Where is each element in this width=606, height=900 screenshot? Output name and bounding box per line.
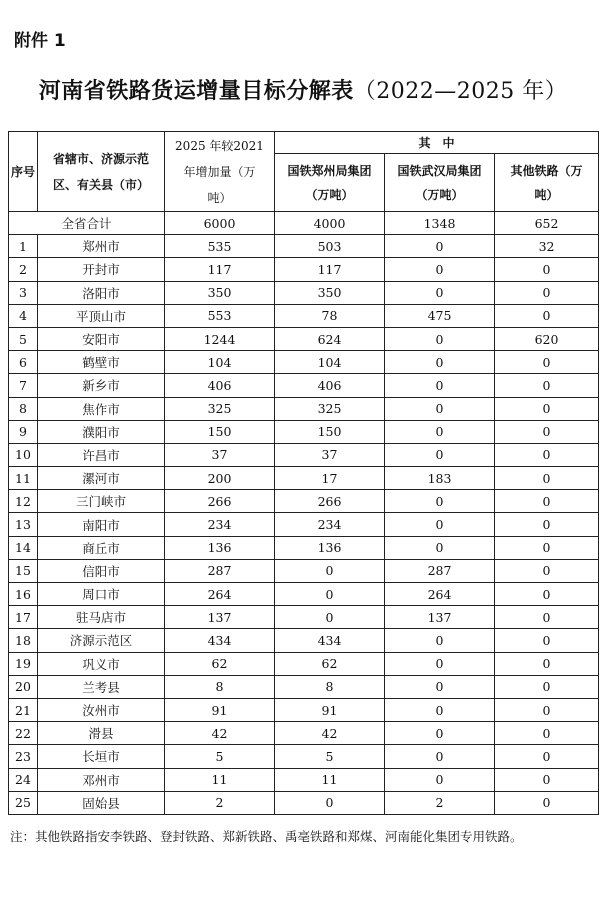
row-other: 0	[495, 536, 599, 559]
row-other: 0	[495, 559, 599, 582]
total-zhengzhou: 4000	[275, 212, 385, 235]
row-other: 0	[495, 722, 599, 745]
table-row	[9, 652, 599, 675]
row-increase: 434	[165, 629, 275, 652]
row-zhengzhou: 17	[275, 467, 385, 490]
row-zhengzhou: 104	[275, 351, 385, 374]
row-wuhan: 0	[385, 258, 495, 281]
row-zhengzhou: 136	[275, 536, 385, 559]
row-region: 汝州市	[38, 698, 165, 721]
row-other: 0	[495, 745, 599, 768]
row-increase: 535	[165, 235, 275, 258]
row-seq: 8	[9, 397, 38, 420]
row-wuhan: 264	[385, 583, 495, 606]
attachment-label: 附件 1	[14, 31, 66, 51]
row-seq: 22	[9, 722, 38, 745]
row-seq: 13	[9, 513, 38, 536]
row-wuhan: 0	[385, 490, 495, 513]
row-increase: 553	[165, 304, 275, 327]
row-other: 0	[495, 698, 599, 721]
row-region: 商丘市	[38, 536, 165, 559]
row-increase: 62	[165, 652, 275, 675]
row-zhengzhou: 11	[275, 768, 385, 791]
row-seq: 18	[9, 629, 38, 652]
row-wuhan: 0	[385, 745, 495, 768]
header-zhengzhou-group: 国铁郑州局集团（万吨）	[275, 154, 385, 212]
row-other: 0	[495, 374, 599, 397]
row-region: 濮阳市	[38, 420, 165, 443]
row-increase: 287	[165, 559, 275, 582]
row-wuhan: 0	[385, 768, 495, 791]
row-increase: 2	[165, 791, 275, 814]
row-wuhan: 137	[385, 606, 495, 629]
header-increase: 2025 年较2021 年增加量（万吨）	[165, 132, 275, 212]
row-zhengzhou: 78	[275, 304, 385, 327]
row-zhengzhou: 42	[275, 722, 385, 745]
row-increase: 406	[165, 374, 275, 397]
row-wuhan: 0	[385, 698, 495, 721]
row-seq: 12	[9, 490, 38, 513]
row-zhengzhou: 350	[275, 281, 385, 304]
table-row	[9, 698, 599, 721]
table-row	[9, 235, 599, 258]
table-row	[9, 258, 599, 281]
row-region: 南阳市	[38, 513, 165, 536]
table-header	[9, 132, 599, 212]
row-region: 兰考县	[38, 675, 165, 698]
row-other: 0	[495, 490, 599, 513]
page-title	[0, 74, 606, 105]
total-increase: 6000	[165, 212, 275, 235]
row-increase: 42	[165, 722, 275, 745]
table-row	[9, 490, 599, 513]
row-zhengzhou: 234	[275, 513, 385, 536]
row-seq: 3	[9, 281, 38, 304]
row-region: 焦作市	[38, 397, 165, 420]
row-seq: 5	[9, 327, 38, 350]
row-other: 0	[495, 467, 599, 490]
row-region: 信阳市	[38, 559, 165, 582]
row-region: 固始县	[38, 791, 165, 814]
header-region: 省辖市、济源示范区、有关县（市）	[38, 132, 165, 212]
title-years: （2022—2025 年）	[353, 79, 568, 104]
table-row	[9, 629, 599, 652]
footnote: 注：其他铁路指安李铁路、登封铁路、郑新铁路、禹亳铁路和郑煤、河南能化集团专用铁路。	[10, 829, 523, 844]
row-increase: 11	[165, 768, 275, 791]
table-row	[9, 583, 599, 606]
row-seq: 4	[9, 304, 38, 327]
row-increase: 264	[165, 583, 275, 606]
row-increase: 117	[165, 258, 275, 281]
row-zhengzhou: 0	[275, 606, 385, 629]
row-zhengzhou: 434	[275, 629, 385, 652]
row-region: 长垣市	[38, 745, 165, 768]
row-increase: 350	[165, 281, 275, 304]
row-seq: 16	[9, 583, 38, 606]
row-wuhan: 0	[385, 629, 495, 652]
row-wuhan: 0	[385, 351, 495, 374]
table-row	[9, 443, 599, 466]
title-text: 河南省铁路货运增量目标分解表	[38, 78, 354, 104]
row-region: 济源示范区	[38, 629, 165, 652]
total-label: 全省合计	[9, 212, 165, 235]
table-row	[9, 768, 599, 791]
row-seq: 17	[9, 606, 38, 629]
row-region: 平顶山市	[38, 304, 165, 327]
row-region: 周口市	[38, 583, 165, 606]
row-wuhan: 0	[385, 374, 495, 397]
row-region: 三门峡市	[38, 490, 165, 513]
row-seq: 25	[9, 791, 38, 814]
table-row	[9, 559, 599, 582]
row-seq: 24	[9, 768, 38, 791]
row-other: 0	[495, 583, 599, 606]
row-region: 洛阳市	[38, 281, 165, 304]
row-zhengzhou: 62	[275, 652, 385, 675]
freight-target-table	[8, 131, 599, 815]
row-zhengzhou: 0	[275, 583, 385, 606]
header-seq: 序号	[9, 132, 38, 212]
row-other: 0	[495, 443, 599, 466]
table-row	[9, 536, 599, 559]
row-region: 鹤壁市	[38, 351, 165, 374]
table-body	[9, 212, 599, 815]
table-row	[9, 675, 599, 698]
table-row	[9, 420, 599, 443]
row-other: 0	[495, 281, 599, 304]
row-zhengzhou: 5	[275, 745, 385, 768]
table-row	[9, 745, 599, 768]
row-seq: 20	[9, 675, 38, 698]
row-other: 0	[495, 606, 599, 629]
row-wuhan: 0	[385, 513, 495, 536]
row-wuhan: 0	[385, 327, 495, 350]
total-wuhan: 1348	[385, 212, 495, 235]
table-row	[9, 374, 599, 397]
table-row	[9, 327, 599, 350]
table-row	[9, 791, 599, 814]
row-region: 许昌市	[38, 443, 165, 466]
header-wuhan-group: 国铁武汉局集团（万吨）	[385, 154, 495, 212]
row-seq: 7	[9, 374, 38, 397]
row-other: 0	[495, 652, 599, 675]
row-zhengzhou: 0	[275, 791, 385, 814]
row-increase: 137	[165, 606, 275, 629]
row-wuhan: 0	[385, 420, 495, 443]
row-increase: 91	[165, 698, 275, 721]
row-increase: 150	[165, 420, 275, 443]
row-zhengzhou: 150	[275, 420, 385, 443]
row-wuhan: 0	[385, 675, 495, 698]
row-seq: 6	[9, 351, 38, 374]
row-wuhan: 0	[385, 722, 495, 745]
row-region: 驻马店市	[38, 606, 165, 629]
row-region: 郑州市	[38, 235, 165, 258]
row-seq: 14	[9, 536, 38, 559]
table-row	[9, 397, 599, 420]
table-row	[9, 281, 599, 304]
row-seq: 19	[9, 652, 38, 675]
row-increase: 1244	[165, 327, 275, 350]
table-row	[9, 606, 599, 629]
row-seq: 23	[9, 745, 38, 768]
row-wuhan: 0	[385, 652, 495, 675]
row-region: 漯河市	[38, 467, 165, 490]
row-increase: 266	[165, 490, 275, 513]
row-zhengzhou: 266	[275, 490, 385, 513]
row-region: 安阳市	[38, 327, 165, 350]
total-other: 652	[495, 212, 599, 235]
table-row	[9, 351, 599, 374]
row-increase: 8	[165, 675, 275, 698]
row-other: 0	[495, 397, 599, 420]
row-region: 滑县	[38, 722, 165, 745]
row-zhengzhou: 117	[275, 258, 385, 281]
row-zhengzhou: 91	[275, 698, 385, 721]
row-wuhan: 0	[385, 235, 495, 258]
row-increase: 5	[165, 745, 275, 768]
row-increase: 104	[165, 351, 275, 374]
row-zhengzhou: 624	[275, 327, 385, 350]
row-region: 开封市	[38, 258, 165, 281]
row-other: 620	[495, 327, 599, 350]
row-wuhan: 0	[385, 536, 495, 559]
row-other: 0	[495, 258, 599, 281]
row-other: 0	[495, 420, 599, 443]
row-other: 0	[495, 513, 599, 536]
row-seq: 10	[9, 443, 38, 466]
row-other: 0	[495, 768, 599, 791]
row-region: 邓州市	[38, 768, 165, 791]
row-seq: 21	[9, 698, 38, 721]
row-zhengzhou: 325	[275, 397, 385, 420]
row-wuhan: 287	[385, 559, 495, 582]
header-among: 其 中	[275, 132, 599, 154]
row-other: 0	[495, 675, 599, 698]
row-increase: 200	[165, 467, 275, 490]
table-row	[9, 722, 599, 745]
row-zhengzhou: 0	[275, 559, 385, 582]
row-region: 新乡市	[38, 374, 165, 397]
row-seq: 1	[9, 235, 38, 258]
row-seq: 15	[9, 559, 38, 582]
row-increase: 37	[165, 443, 275, 466]
row-wuhan: 475	[385, 304, 495, 327]
row-wuhan: 0	[385, 397, 495, 420]
table-row	[9, 304, 599, 327]
header-other-rail: 其他铁路（万吨）	[495, 154, 599, 212]
row-seq: 11	[9, 467, 38, 490]
row-other: 0	[495, 304, 599, 327]
row-seq: 2	[9, 258, 38, 281]
row-wuhan: 0	[385, 443, 495, 466]
row-other: 0	[495, 629, 599, 652]
row-increase: 234	[165, 513, 275, 536]
row-seq: 9	[9, 420, 38, 443]
table-row	[9, 513, 599, 536]
row-increase: 325	[165, 397, 275, 420]
row-zhengzhou: 503	[275, 235, 385, 258]
row-zhengzhou: 37	[275, 443, 385, 466]
row-region: 巩义市	[38, 652, 165, 675]
row-wuhan: 0	[385, 281, 495, 304]
table-row	[9, 467, 599, 490]
row-wuhan: 2	[385, 791, 495, 814]
row-other: 0	[495, 791, 599, 814]
row-zhengzhou: 8	[275, 675, 385, 698]
row-other: 32	[495, 235, 599, 258]
row-zhengzhou: 406	[275, 374, 385, 397]
row-increase: 136	[165, 536, 275, 559]
total-row	[9, 212, 599, 235]
row-wuhan: 183	[385, 467, 495, 490]
row-other: 0	[495, 351, 599, 374]
